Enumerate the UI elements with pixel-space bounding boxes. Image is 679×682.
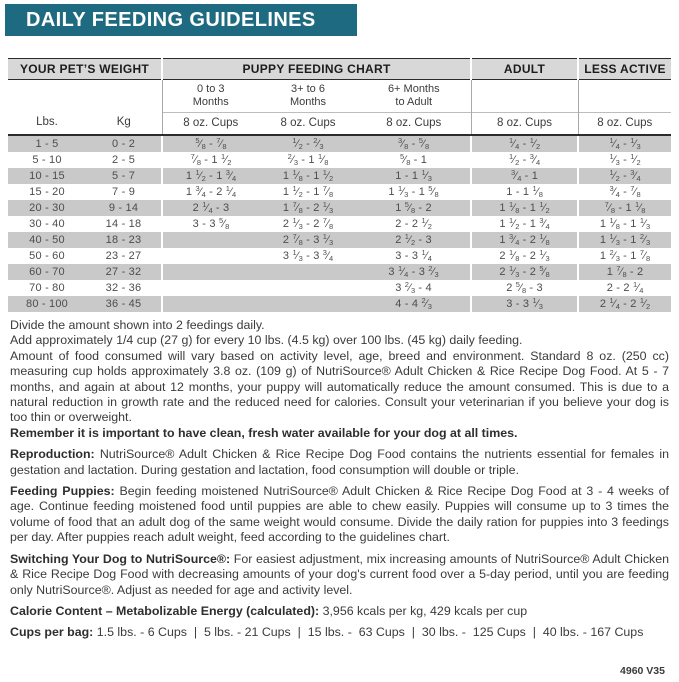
group-header-less-active: LESS ACTIVE xyxy=(578,59,671,80)
switching-text: For easiest adjustment, mix increasing amounts of NutriSource® Adult Chicken & Rice Recipe Dog Food with decreasing amounts of your dog's current food over a 5-day period, until you are feeding only NutriSource®. Adjust as needed for age and activity level. xyxy=(10,551,670,597)
table-cell: 20 - 30 xyxy=(8,200,86,216)
cups-per-bag-text: 1.5 lbs. - 6 Cups | 5 lbs. - 21 Cups | 15 lbs. - 63 Cups | 30 lbs. - 125 Cups | 40 lbs. - 167 Cups xyxy=(96,625,644,640)
table-cell: 1 - 1 $^1⁄_8$ xyxy=(471,184,578,200)
feeding-puppies-label: Feeding Puppies: xyxy=(10,484,115,499)
table-cell: 32 - 36 xyxy=(105,282,142,294)
table-cell: 1 - 1 $^1⁄_3$ xyxy=(357,168,471,184)
table-cell: 7 - 9 xyxy=(112,186,136,198)
group-header-puppy: PUPPY FEEDING CHART xyxy=(162,59,471,80)
reproduction-label: Reproduction: xyxy=(10,447,95,462)
table-cell: 3 $^1⁄_4 - 3$ $^2⁄_3$ xyxy=(357,264,471,280)
feeding-puppies-section xyxy=(10,484,669,546)
table-cell: 10 - 15 xyxy=(8,168,86,184)
table-cell xyxy=(162,232,259,248)
table-cell: 2 $^1⁄_3 - 2$ $^5⁄_8$ xyxy=(471,264,578,280)
table-cell: 1 $^3⁄_4 - 2$ $^1⁄_8$ xyxy=(471,232,578,248)
table-cell: 14 - 18 xyxy=(105,218,142,230)
calorie-content-label: Calorie Content – Metabolizable Energy (calculated): xyxy=(10,603,320,618)
table-cell xyxy=(259,296,357,312)
table-cell: $^3⁄_4 - 1$ xyxy=(471,168,578,184)
feeding-table xyxy=(8,58,671,312)
table-cell: $^5⁄_8 - 1$ xyxy=(399,152,428,167)
table-cell: 5 - 10 xyxy=(32,154,62,166)
switching-section xyxy=(10,552,669,598)
group-header-weight: YOUR PET’S WEIGHT xyxy=(8,59,162,80)
table-cell: 1 $^2⁄_3 - 1$ $^7⁄_8$ xyxy=(578,248,671,264)
table-cell: 2 $^1⁄_4 - 3$ xyxy=(162,200,259,216)
table-cell: 70 - 80 xyxy=(29,282,65,294)
table-cell: 36 - 45 xyxy=(86,296,162,312)
table-cell: 2 - 2 $^1⁄_2$ xyxy=(395,216,432,231)
intro-body: Amount of food consumed will vary based on activity level, age, breed and environment. Standard 8 oz. (250 cc) measuring cup holds approximately 3.8 oz. (109 g) of NutriSource® Adult Chicken & Rice Recipe Dog Food. At 5 - 7 months, and again at about 12 months, your puppy will automatically reduce the amount consumed. This is due to a natural reduction in growth rate and the reduced need for calories. Consult your veterinarian if you believe your dog is too thin or overweight. xyxy=(10,348,669,425)
unit-kg: Kg xyxy=(86,113,162,136)
table-cell: 23 - 27 xyxy=(105,250,142,262)
table-cell: 1 $^5⁄_8 - 2$ xyxy=(357,200,471,216)
table-cell: 60 - 70 xyxy=(8,264,86,280)
table-cell xyxy=(259,264,357,280)
table-cell: 2 $^1⁄_4 - 2$ $^1⁄_2$ xyxy=(578,296,671,312)
unit-cups-3: 8 oz. Cups xyxy=(357,113,471,136)
table-cell: $^1⁄_4$ - $^1⁄_2$ xyxy=(471,135,578,152)
feeding-table-container xyxy=(8,58,671,312)
months-spacer xyxy=(8,80,162,113)
table-cell: 1 $^1⁄_8 - 1$ $^1⁄_3$ xyxy=(578,216,671,232)
table-cell: 1 $^1⁄_3 - 1$ $^5⁄_8$ xyxy=(388,184,439,199)
table-cell: 1 - 5 xyxy=(8,135,86,152)
table-cell: 1 $^1⁄_8 - 1$ $^1⁄_2$ xyxy=(471,200,578,216)
calorie-content-section xyxy=(10,604,669,619)
table-cell: 1 $^1⁄_8 - 1$ $^1⁄_2$ xyxy=(259,168,357,184)
table-row xyxy=(8,168,671,184)
table-cell: 1 $^1⁄_3 - 1$ $^2⁄_3$ xyxy=(578,232,671,248)
table-row xyxy=(8,232,671,248)
table-cell xyxy=(162,248,259,264)
table-cell: 1 $^1⁄_2 - 1$ $^7⁄_8$ xyxy=(282,184,334,199)
month-col-6-adult: 6+ Months to Adult xyxy=(357,80,471,113)
cups-per-bag-label: Cups per bag: xyxy=(10,625,94,640)
table-cell xyxy=(162,296,259,312)
table-cell: $^2⁄_3 - 1$ $^1⁄_8$ xyxy=(287,152,329,167)
table-group-header-row xyxy=(8,59,671,80)
reproduction-text: NutriSource® Adult Chicken & Rice Recipe Dog Food contains the nutrients essential for females in gestation and lactation. During gestation and lactation, food consumption will double or triple. xyxy=(10,447,669,477)
table-cell: 9 - 14 xyxy=(86,200,162,216)
table-cell: 2 $^1⁄_8 - 2$ $^1⁄_3$ xyxy=(471,248,578,264)
table-row xyxy=(8,184,671,200)
table-cell: 4 - 4 $^2⁄_3$ xyxy=(357,296,471,312)
table-cell: 80 - 100 xyxy=(8,296,86,312)
table-cell: 18 - 23 xyxy=(86,232,162,248)
table-cell: 1 $^1⁄_2 - 1$ $^3⁄_4$ xyxy=(162,168,259,184)
feeding-puppies-text: Begin feeding moistened NutriSource® Adult Chicken & Rice Recipe Dog Food at 3 - 4 weeks of age. Continue feeding moistened food until puppies are able to chew easily. Puppies will consume up to 3 times the volume of food that an adult dog of the same weight would consume. Divide the daily ration for puppies into 3 feedings per day. After puppies reach adult weight, feed according to the guidelines chart. xyxy=(10,484,669,545)
table-cell: $^1⁄_2$ - $^3⁄_4$ xyxy=(578,168,671,184)
page-title: DAILY FEEDING GUIDELINES xyxy=(5,4,357,36)
table-row xyxy=(8,264,671,280)
table-cell: 40 - 50 xyxy=(8,232,86,248)
months-adult-spacer xyxy=(471,80,578,113)
table-row xyxy=(8,200,671,216)
table-cell: $^7⁄_8 - 1$ $^1⁄_8$ xyxy=(578,200,671,216)
table-cell: $^3⁄_4$ - $^7⁄_8$ xyxy=(578,184,671,200)
page xyxy=(0,4,679,677)
table-cell xyxy=(162,280,259,296)
table-cell: 2 - 2 $^1⁄_4$ xyxy=(578,280,671,296)
feeding-table-body xyxy=(8,135,671,312)
table-cell: 27 - 32 xyxy=(86,264,162,280)
table-cell: 2 $^5⁄_8 - 3$ xyxy=(471,280,578,296)
table-row xyxy=(8,152,671,168)
table-months-row xyxy=(8,80,671,113)
table-cell: 2 - 5 xyxy=(112,154,136,166)
cups-per-bag-section xyxy=(10,625,669,640)
table-cell: 2 $^1⁄_3 - 2$ $^7⁄_8$ xyxy=(282,216,334,231)
table-cell: 3 $^1⁄_3 - 3$ $^3⁄_4$ xyxy=(282,248,334,263)
table-cell: $^1⁄_2$ - $^2⁄_3$ xyxy=(259,135,357,152)
footer-code: 4960 V35 xyxy=(620,665,665,677)
calorie-content-text: 3,956 kcals per kg, 429 kcals per cup xyxy=(322,603,528,618)
water-note: Remember it is important to have clean, fresh water available for your dog at all times. xyxy=(10,425,518,440)
table-row xyxy=(8,280,671,296)
table-row xyxy=(8,248,671,264)
table-units-row xyxy=(8,113,671,136)
table-cell: 30 - 40 xyxy=(29,218,65,230)
month-col-0-3: 0 to 3 Months xyxy=(162,80,259,113)
table-row xyxy=(8,135,671,152)
table-cell: $^5⁄_8$ - $^7⁄_8$ xyxy=(162,135,259,152)
group-header-adult: ADULT xyxy=(471,59,578,80)
table-cell: $^1⁄_4$ - $^1⁄_3$ xyxy=(578,135,671,152)
table-cell: 2 $^1⁄_2 - 3$ xyxy=(357,232,471,248)
unit-cups-2: 8 oz. Cups xyxy=(259,113,357,136)
unit-cups-less-active: 8 oz. Cups xyxy=(578,113,671,136)
table-cell: 1 $^7⁄_8 - 2$ $^1⁄_3$ xyxy=(259,200,357,216)
months-less-active-spacer xyxy=(578,80,671,113)
month-col-3-6: 3+ to 6 Months xyxy=(259,80,357,113)
intro-line-1: Divide the amount shown into 2 feedings daily. xyxy=(10,318,265,332)
table-cell: 3 - 3 $^1⁄_4$ xyxy=(395,248,432,263)
intro-line-2: Add approximately 1/4 cup (27 g) for every 10 lbs. (4.5 kg) over 100 lbs. (45 kg) daily feeding. xyxy=(10,333,523,348)
guidelines-text xyxy=(10,318,669,641)
table-cell: 50 - 60 xyxy=(29,250,65,262)
table-cell xyxy=(162,264,259,280)
unit-cups-adult: 8 oz. Cups xyxy=(471,113,578,136)
table-cell: $^7⁄_8 - 1$ $^1⁄_2$ xyxy=(162,152,259,168)
table-cell: $^1⁄_2$ - $^3⁄_4$ xyxy=(471,152,578,168)
table-row xyxy=(8,296,671,312)
unit-cups-1: 8 oz. Cups xyxy=(162,113,259,136)
unit-lbs: Lbs. xyxy=(8,113,86,136)
table-cell: 3 - 3 $^1⁄_3$ xyxy=(471,296,578,312)
table-cell: 1 $^7⁄_8 - 2$ xyxy=(578,264,671,280)
table-cell: 1 $^3⁄_4 - 2$ $^1⁄_4$ xyxy=(162,184,259,200)
table-cell xyxy=(259,280,357,296)
table-cell: 2 $^7⁄_8 - 3$ $^1⁄_3$ xyxy=(259,232,357,248)
intro-paragraph xyxy=(10,318,669,441)
table-cell: 15 - 20 xyxy=(29,186,65,198)
table-cell: 0 - 2 xyxy=(86,135,162,152)
switching-label: Switching Your Dog to NutriSource®: xyxy=(10,551,231,566)
table-cell: 3 $^2⁄_3 - 4$ xyxy=(395,280,432,295)
table-cell: $^3⁄_8$ - $^5⁄_8$ xyxy=(357,135,471,152)
table-cell: 1 $^1⁄_2 - 1$ $^3⁄_4$ xyxy=(471,216,578,232)
table-cell: 5 - 7 xyxy=(86,168,162,184)
table-cell: 3 - 3 $^5⁄_8$ xyxy=(162,216,259,232)
reproduction-section xyxy=(10,447,669,478)
table-cell: $^1⁄_3$ - $^1⁄_2$ xyxy=(578,152,671,168)
table-row xyxy=(8,216,671,232)
